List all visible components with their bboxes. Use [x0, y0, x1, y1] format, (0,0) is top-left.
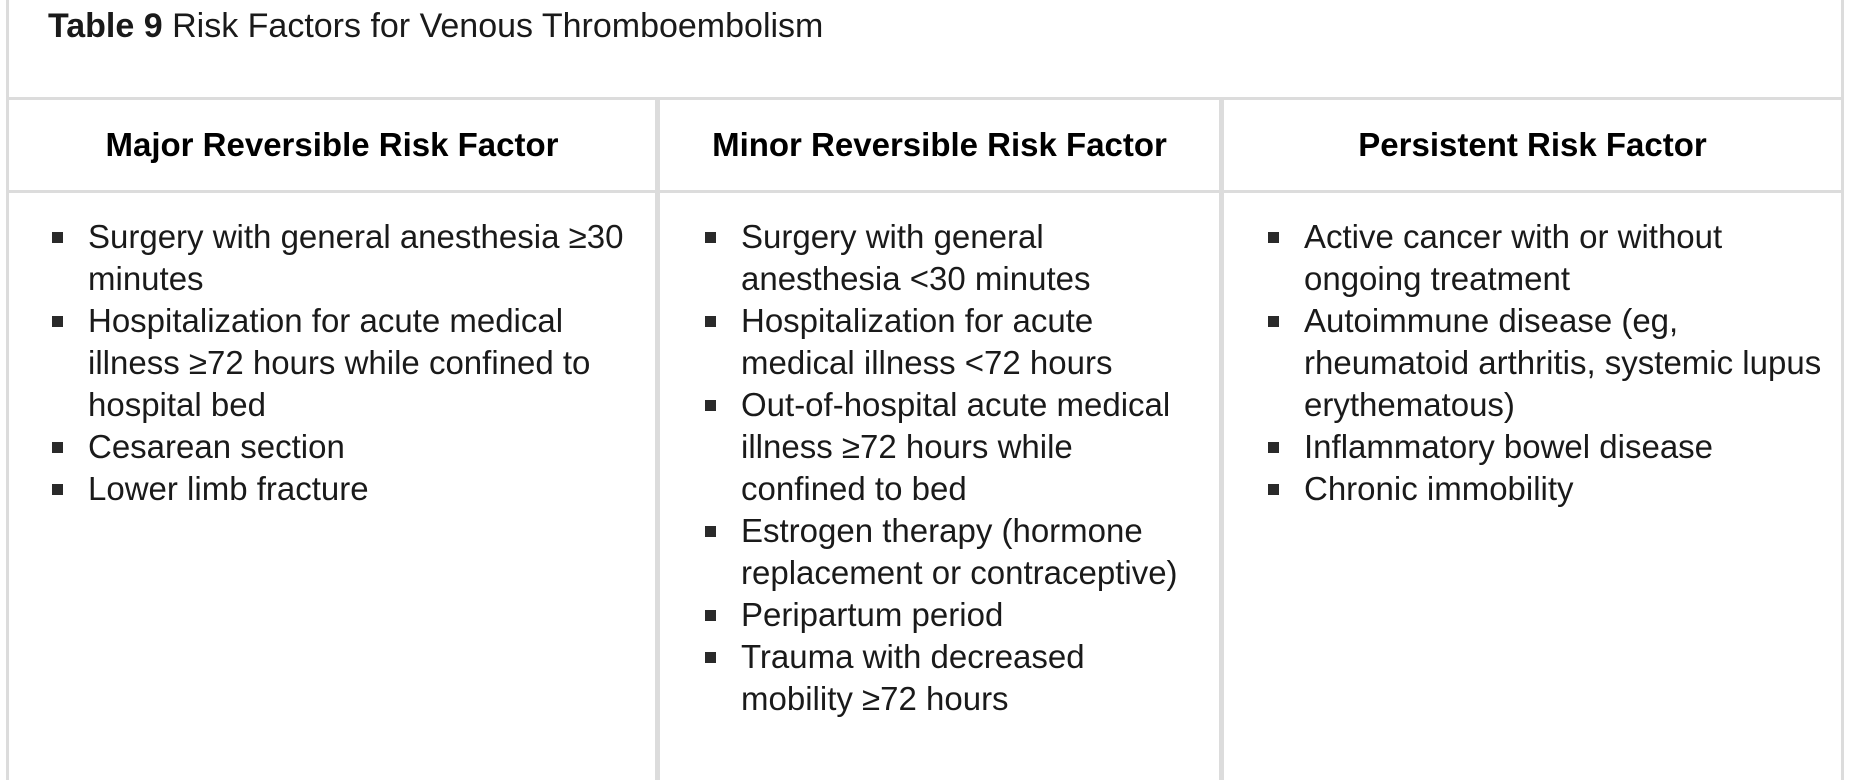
square-bullet-icon — [705, 232, 716, 243]
column-divider-2 — [1219, 97, 1224, 780]
square-bullet-icon — [52, 442, 63, 453]
square-bullet-icon — [705, 400, 716, 411]
major-risk-list — [49, 216, 639, 510]
column-body-major — [49, 216, 639, 510]
header-divider — [6, 190, 1844, 193]
square-bullet-icon — [705, 610, 716, 621]
list-item-text: Surgery with general anesthesia <30 minutes — [741, 218, 1091, 297]
list-item — [702, 510, 1182, 594]
list-item-text: Hospitalization for acute medical illness ≥72 hours while confined to hospital bed — [88, 302, 591, 423]
square-bullet-icon — [52, 232, 63, 243]
column-divider-1 — [655, 97, 660, 780]
list-item — [49, 300, 639, 426]
square-bullet-icon — [1268, 316, 1279, 327]
square-bullet-icon — [1268, 232, 1279, 243]
column-header-minor: Minor Reversible Risk Factor — [712, 126, 1167, 163]
list-item-text: Trauma with decreased mobility ≥72 hours — [741, 638, 1085, 717]
square-bullet-icon — [705, 652, 716, 663]
list-item — [702, 300, 1182, 384]
table-title: Risk Factors for Venous Thromboembolism — [172, 7, 824, 45]
list-item-text: Hospitalization for acute medical illness <72 hours — [741, 302, 1113, 381]
list-item — [702, 636, 1182, 720]
square-bullet-icon — [705, 316, 716, 327]
list-item-text: Lower limb fracture — [88, 470, 369, 507]
square-bullet-icon — [52, 484, 63, 495]
square-bullet-icon — [52, 316, 63, 327]
table-number: Table 9 — [48, 7, 163, 45]
column-header-major: Major Reversible Risk Factor — [105, 126, 559, 163]
list-item — [49, 426, 639, 468]
list-item — [702, 384, 1182, 510]
column-header-persistent: Persistent Risk Factor — [1358, 126, 1707, 163]
list-item-text: Autoimmune disease (eg, rheumatoid arthritis, systemic lupus erythematous) — [1304, 302, 1822, 423]
square-bullet-icon — [705, 526, 716, 537]
column-body-minor — [702, 216, 1182, 720]
column-body-persistent — [1265, 216, 1825, 510]
list-item — [1265, 300, 1825, 426]
square-bullet-icon — [1268, 442, 1279, 453]
list-item-text: Inflammatory bowel disease — [1304, 428, 1714, 465]
table-caption — [48, 4, 823, 48]
square-bullet-icon — [1268, 484, 1279, 495]
list-item — [49, 216, 639, 300]
list-item-text: Peripartum period — [741, 596, 1004, 633]
list-item — [702, 216, 1182, 300]
list-item — [1265, 216, 1825, 300]
list-item — [1265, 468, 1825, 510]
persistent-risk-list — [1265, 216, 1825, 510]
list-item-text: Active cancer with or without ongoing treatment — [1304, 218, 1723, 297]
list-item-text: Estrogen therapy (hormone replacement or contraceptive) — [741, 512, 1178, 591]
list-item-text: Surgery with general anesthesia ≥30 minutes — [88, 218, 624, 297]
list-item-text: Out-of-hospital acute medical illness ≥72 hours while confined to bed — [741, 386, 1171, 507]
list-item-text: Chronic immobility — [1304, 470, 1574, 507]
minor-risk-list — [702, 216, 1182, 720]
list-item — [1265, 426, 1825, 468]
list-item-text: Cesarean section — [88, 428, 345, 465]
list-item — [49, 468, 639, 510]
list-item — [702, 594, 1182, 636]
